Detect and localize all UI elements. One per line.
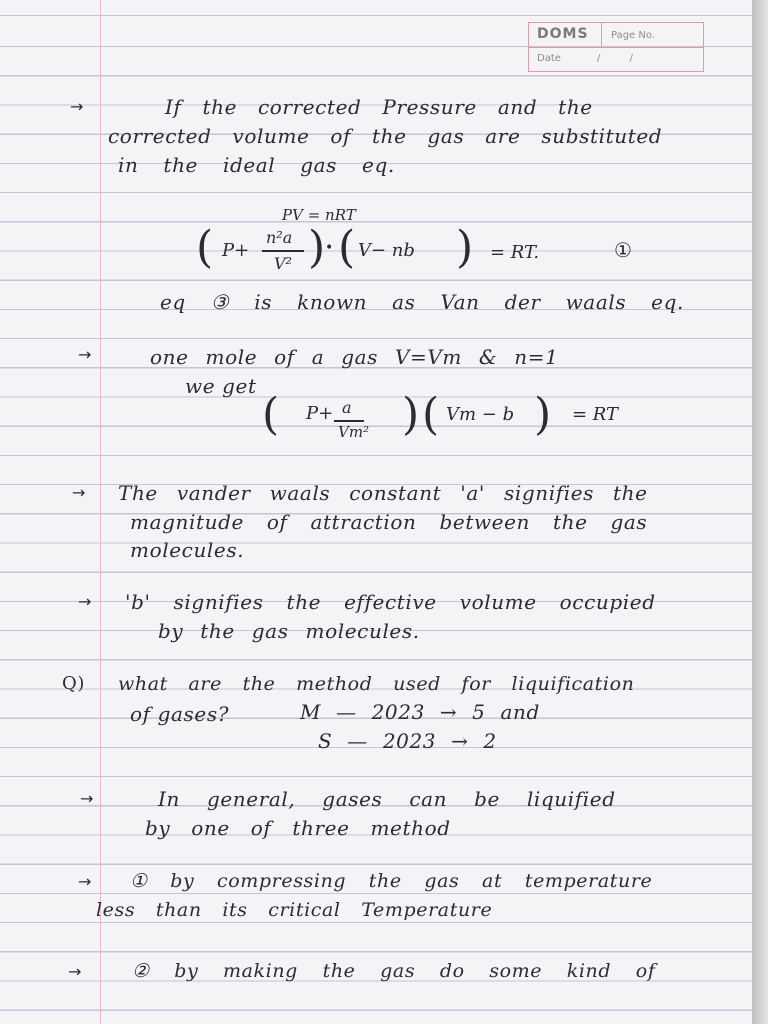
equation1-denominator: V² <box>274 254 292 273</box>
arrow-bullet: → <box>78 872 92 891</box>
paragraph3-line3: molecules. <box>130 538 245 562</box>
paragraph1-line3: in the ideal gas eq. <box>118 153 395 177</box>
equation2-p: P+ <box>306 403 334 424</box>
arrow-bullet: → <box>78 592 92 611</box>
equation1-p: P+ <box>222 240 250 261</box>
question-line1: what are the method used for liquification <box>118 673 635 695</box>
date-label: Date <box>537 53 561 64</box>
equation1-top: PV = nRT <box>282 206 356 224</box>
paragraph3-line1: The vander waals constant 'a' signifies the <box>118 481 648 505</box>
question-line3: S — 2023 → 2 <box>318 729 497 753</box>
equation2-v: Vm − b <box>446 404 515 425</box>
equation1-label: ① <box>614 238 632 262</box>
equation1-numerator: n²a <box>266 228 293 247</box>
paragraph4-line2: by the gas molecules. <box>158 619 420 643</box>
paragraph1-line2: corrected volume of the gas are substituted <box>108 124 663 148</box>
paragraph2-line1: one mole of a gas V=Vm & n=1 <box>150 345 559 369</box>
equation1-rhs: = RT. <box>490 242 540 263</box>
paragraph1-line1: If the corrected Pressure and the <box>165 95 593 119</box>
question-marker: Q) <box>62 673 85 694</box>
equation2-denominator: Vm² <box>338 423 370 441</box>
arrow-bullet: → <box>80 789 94 808</box>
method1-line2: less than its critical Temperature <box>96 899 493 921</box>
paragraph5-line2: by one of three method <box>145 816 451 840</box>
method1-line1: ① by compressing the gas at temperature <box>130 870 653 892</box>
equation2-rhs: = RT <box>572 404 619 425</box>
question-line2b: M — 2023 → 5 and <box>300 700 540 724</box>
equation2-numerator: a <box>342 398 352 417</box>
margin-line <box>100 0 101 1024</box>
eq-caption: eq ③ is known as Van der waals eq. <box>160 290 684 314</box>
doms-logo: DOMS <box>537 26 589 42</box>
doms-header-box <box>528 22 704 72</box>
paragraph3-line2: magnitude of attraction between the gas <box>130 510 648 534</box>
arrow-bullet: → <box>78 345 92 364</box>
arrow-bullet: → <box>68 962 82 981</box>
paragraph5-line1: In general, gases can be liquified <box>158 787 616 811</box>
page-no-label: Page No. <box>611 30 655 41</box>
paragraph4-line1: 'b' signifies the effective volume occupied <box>125 590 656 614</box>
arrow-bullet: → <box>72 483 86 502</box>
date-slashes: / / <box>597 53 633 64</box>
notebook-page: DOMS Page No. Date / / → If the corrected Pressure and the corrected volume of the gas are substituted in the ideal gas eq. PV = nRT ( P+ n²a V² ) • ( V− nb ) = RT. ① eq ③ is known as Van der waals eq. → one mole of a gas V=Vm & n=1 we get ( P+ a Vm² ) ( Vm − b ) = RT → The vander waals constant 'a' signifies the magnitude of attraction between the gas molecules. → 'b' signifies the effective volume occupied by the gas molecules. Q) what are the method used for liquification of gases? M — 2023 → 5 and S — 2023 → 2 → In general, gases can be liquified by one of three method → ① by compressing the gas at temperature less than its critical Temperature → ② by making the gas do some kind of <box>0 0 752 1024</box>
page-edge <box>752 0 768 1024</box>
method2-line1: ② by making the gas do some kind of <box>132 960 656 982</box>
equation1-v: V− nb <box>358 240 415 261</box>
paragraph2-line2: we get <box>185 374 257 398</box>
question-line2a: of gases? <box>130 702 230 726</box>
arrow-bullet: → <box>70 97 84 116</box>
